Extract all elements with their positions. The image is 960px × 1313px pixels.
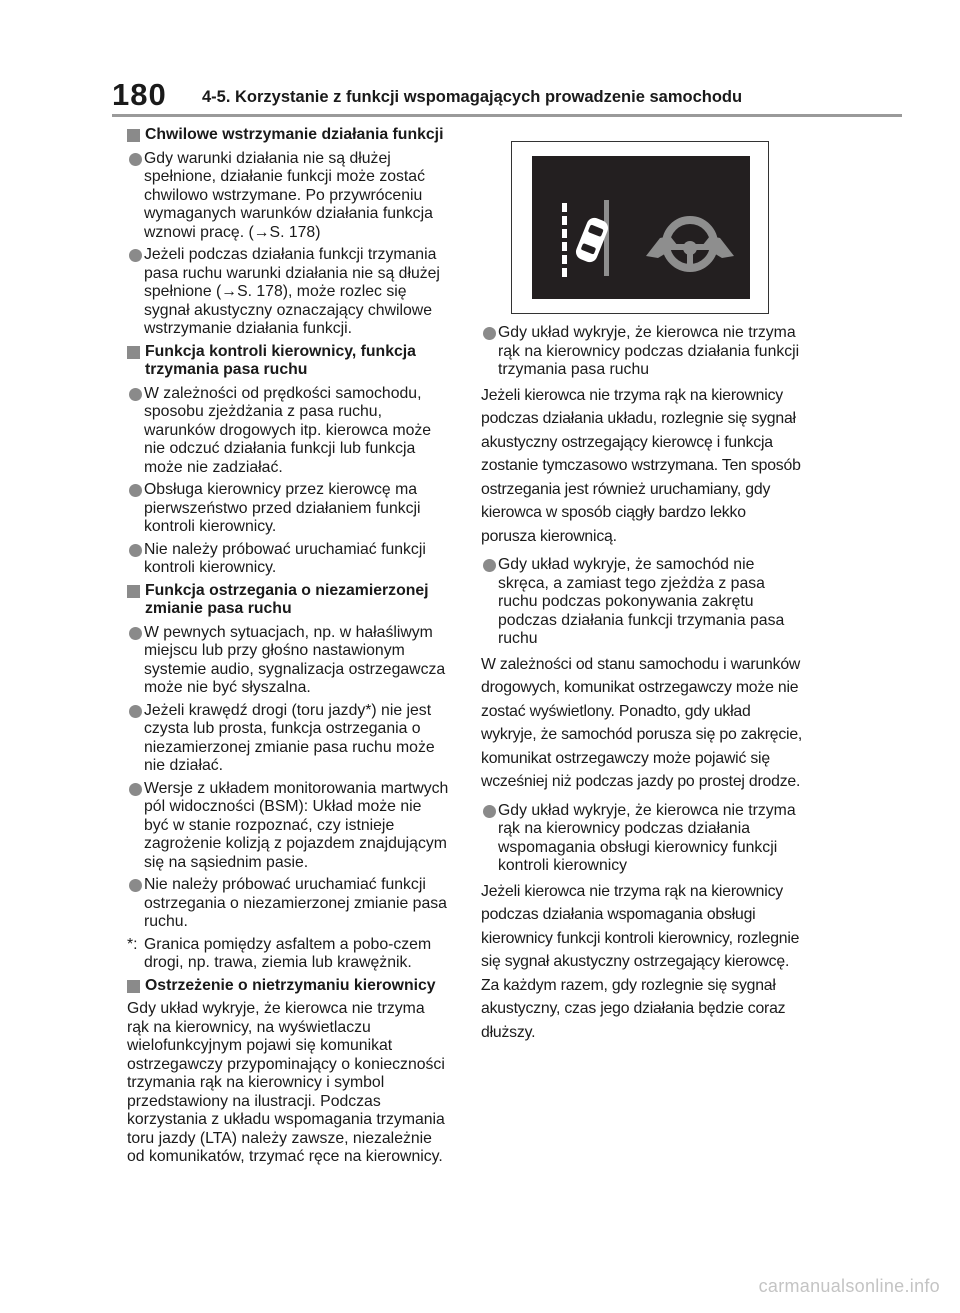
- page-header: [112, 78, 902, 118]
- footnote-text: Granica pomiędzy asfaltem a pobo-czem drogi, np. trawa, ziemia lub krawężnik.: [144, 935, 432, 971]
- square-bullet-icon: [127, 129, 140, 142]
- header-divider: [112, 114, 902, 117]
- body-paragraph: [481, 653, 803, 794]
- section-heading-text: Chwilowe wstrzymanie działania funkcji: [145, 126, 444, 143]
- section-heading: [127, 977, 449, 996]
- paragraph-text: Jeżeli kierowca nie trzyma rąk na kierownicy podczas działania wspomagania obsługi kierownicy funkcji kontroli kierownicy, rozlegnie się sygnał akustyczny ostrzegający kierowcę. Za każdym razem, gdy rozlegnie się sygnał akustyczny, czas jego działania będzie coraz dłuższy.: [481, 882, 800, 1041]
- circle-bullet-icon: [129, 153, 142, 166]
- bullet-text: Gdy układ wykryje, że samochód nie skręca, a zamiast tego zjeżdża z pasa ruchu podczas pokonywania zakrętu podczas działania funkcji trzymania pasa ruchu: [498, 556, 785, 647]
- circle-bullet-icon: [483, 559, 496, 572]
- bullet-text: Nie należy próbować uruchamiać funkcji ostrzegania o niezamierzonej zmianie pasa ruchu.: [144, 876, 447, 930]
- multi-information-display: [532, 156, 750, 299]
- hands-on-steering-wheel-icon: [646, 220, 734, 268]
- bullet-text: Wersje z układem monitorowania martwych pól widoczności (BSM): Układ może nie być w stanie rozpoznać, czy istnieje zagrożenie kolizją z pojazdem znajdującym się na sąsiednim pasie.: [144, 779, 449, 871]
- right-column: [481, 126, 803, 1052]
- paragraph-text: Jeżeli kierowca nie trzyma rąk na kierownicy podczas działania układu, rozlegnie się sygnał akustyczny ostrzegający kierowcę i funkcja zostanie tymczasowo wstrzymana. Ten sposób ostrzegania jest również uruchamiany, gdy kierowca w sposób ciągły bardzo lekko porusza kierownicą.: [481, 386, 801, 545]
- circle-bullet-icon: [129, 544, 142, 557]
- bullet-item: [127, 780, 449, 873]
- circle-bullet-icon: [129, 484, 142, 497]
- bullet-item: [127, 150, 449, 243]
- bullet-text: Gdy warunki działania nie są dłużej spełnione, działanie funkcji może zostać chwilowo wstrzymane. Po przywróceniu wymaganych warunków działania funkcja wznowi pracę. (→S. 178): [144, 149, 433, 241]
- circle-bullet-icon: [129, 627, 142, 640]
- section-heading: [127, 126, 449, 145]
- section-heading: [127, 582, 449, 619]
- lane-departure-car-icon: [562, 200, 610, 277]
- circle-bullet-icon: [483, 805, 496, 818]
- bullet-item: [127, 541, 449, 578]
- bullet-item: [127, 246, 449, 339]
- square-bullet-icon: [127, 585, 140, 598]
- circle-bullet-icon: [483, 327, 496, 340]
- left-column: [127, 126, 449, 1172]
- bullet-item: [127, 876, 449, 932]
- bullet-item: [481, 802, 803, 876]
- footnote-mark: *:: [127, 935, 138, 953]
- circle-bullet-icon: [129, 705, 142, 718]
- body-paragraph: [481, 384, 803, 549]
- section-heading-text: Ostrzeżenie o nietrzymaniu kierownicy: [145, 976, 436, 994]
- bullet-text: W pewnych sytuacjach, np. w hałaśliwym miejscu lub przy głośno nastawionym systemie audio, sygnalizacja ostrzegawcza może nie być słyszalna.: [144, 623, 446, 696]
- bullet-text: Gdy układ wykryje, że kierowca nie trzyma rąk na kierownicy podczas działania funkcji trzymania pasa ruchu: [498, 324, 800, 378]
- bullet-text: W zależności od prędkości samochodu, sposobu zjeżdżania z pasa ruchu, warunków drogowych itp. kierowca może nie odczuć działania funkcji lub funkcja może nie zadziałać.: [144, 384, 432, 476]
- circle-bullet-icon: [129, 783, 142, 796]
- body-paragraph: [127, 1000, 449, 1167]
- bullet-text: Nie należy próbować uruchamiać funkcji kontroli kierownicy.: [144, 540, 426, 576]
- warning-display-illustration: [511, 141, 769, 314]
- bullet-item: [127, 385, 449, 478]
- bullet-text: Obsługa kierownicy przez kierowcę ma pierwszeństwo przed działaniem funkcji kontroli kierownicy.: [144, 481, 421, 535]
- circle-bullet-icon: [129, 879, 142, 892]
- body-paragraph: [481, 880, 803, 1045]
- circle-bullet-icon: [129, 388, 142, 401]
- bullet-item: [481, 556, 803, 649]
- bullet-text: Gdy układ wykryje, że kierowca nie trzyma rąk na kierownicy podczas działania wspomagania obsługi kierownicy funkcji kontroli kierownicy: [498, 801, 796, 874]
- footnote: [127, 936, 449, 973]
- bullet-item: [127, 624, 449, 698]
- bullet-item: [127, 702, 449, 776]
- paragraph-text: Gdy układ wykryje, że kierowca nie trzyma rąk na kierownicy, na wyświetlaczu wielofunkcyjnym pojawi się komunikat ostrzegawczy przypominający o konieczności trzymania rąk na kierownicy i symbol przedstawiony na ilustracji. Podczas korzystania z układu wspomagania trzymania toru jazdy (LTA) należy zawsze, niezależnie od komunikatów, trzymać ręce na kierownicy.: [127, 1000, 445, 1165]
- square-bullet-icon: [127, 980, 140, 993]
- watermark: carmanualsonline.info: [758, 1276, 940, 1296]
- bullet-text: Jeżeli podczas działania funkcji trzymania pasa ruchu warunki działania nie są dłużej spełnione (→S. 178), może rozlec się sygnał akustyczny oznaczający chwilowe wstrzymanie działania funkcji.: [144, 246, 440, 337]
- section-heading-text: Funkcja kontroli kierownicy, funkcja trzymania pasa ruchu: [145, 342, 416, 378]
- bullet-item: [481, 324, 803, 380]
- bullet-item: [127, 481, 449, 537]
- page-number: 180: [112, 77, 167, 112]
- bullet-text: Jeżeli krawędź drogi (toru jazdy*) nie jest czysta lub prosta, funkcja ostrzegania o niezamierzonej zmianie pasa ruchu może nie działać.: [144, 701, 435, 774]
- section-heading-text: Funkcja ostrzegania o niezamierzonej zmianie pasa ruchu: [145, 581, 429, 617]
- chapter-title: 4-5. Korzystanie z funkcji wspomagających prowadzenie samochodu: [202, 88, 743, 106]
- paragraph-text: W zależności od stanu samochodu i warunków drogowych, komunikat ostrzegawczy może nie zostać wyświetlony. Ponadto, gdy układ wykryje, że samochód porusza się po zakręcie, komunikat ostrzegawczy może pojawić się wcześniej niż podczas jazdy po prostej drodze.: [481, 655, 803, 790]
- section-heading: [127, 343, 449, 380]
- square-bullet-icon: [127, 346, 140, 359]
- circle-bullet-icon: [129, 249, 142, 262]
